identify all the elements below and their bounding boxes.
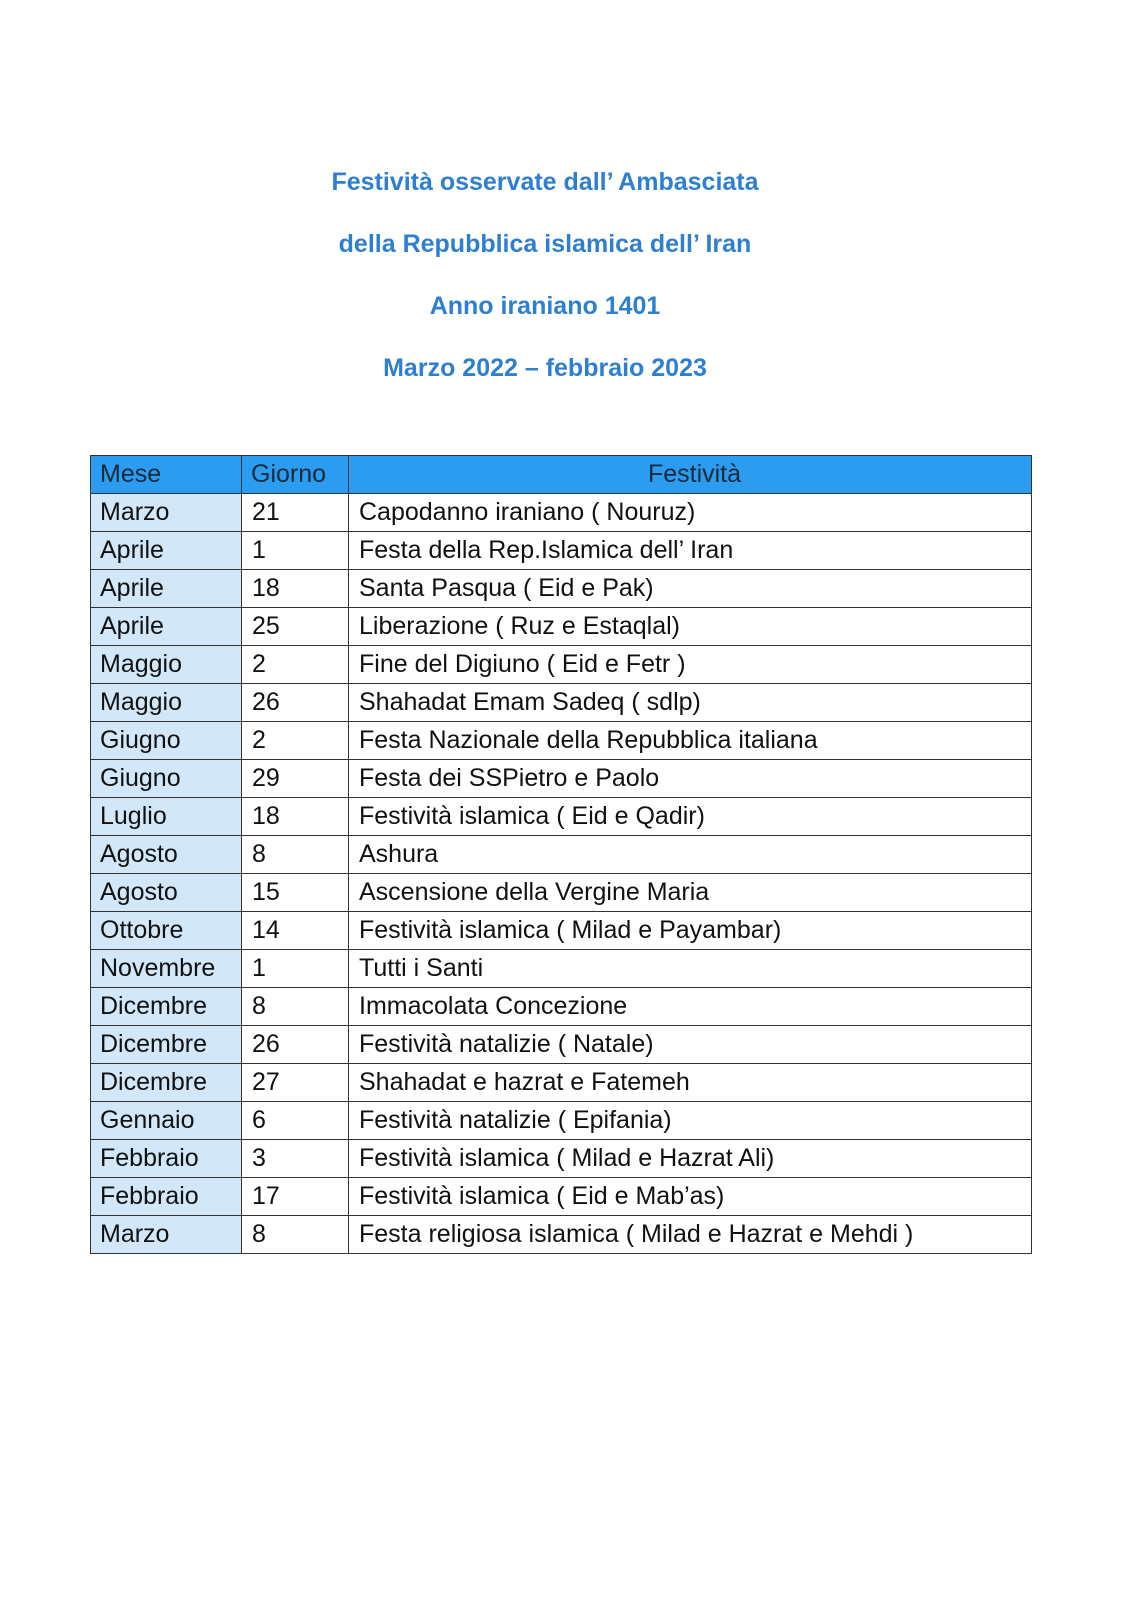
table-row [91,1102,1032,1140]
table-row [91,912,1032,950]
holiday-cell: Shahadat e hazrat e Fatemeh [349,1064,1032,1102]
header-festivita: Festività [349,456,1032,494]
day-cell: 1 [242,532,349,570]
holiday-cell: Immacolata Concezione [349,988,1032,1026]
holiday-cell: Festa dei SSPietro e Paolo [349,760,1032,798]
holiday-cell: Santa Pasqua ( Eid e Pak) [349,570,1032,608]
table-row [91,760,1032,798]
holiday-cell: Festività islamica ( Milad e Payambar) [349,912,1032,950]
month-cell: Dicembre [91,1026,242,1064]
holiday-cell: Festa Nazionale della Repubblica italiana [349,722,1032,760]
month-cell: Novembre [91,950,242,988]
day-cell: 15 [242,874,349,912]
day-cell: 27 [242,1064,349,1102]
day-cell: 2 [242,722,349,760]
month-cell: Agosto [91,874,242,912]
holiday-cell: Festività islamica ( Eid e Mab’as) [349,1178,1032,1216]
holiday-cell: Festa religiosa islamica ( Milad e Hazrat e Mehdi ) [349,1216,1032,1254]
table-row [91,798,1032,836]
day-cell: 25 [242,608,349,646]
month-cell: Aprile [91,608,242,646]
day-cell: 2 [242,646,349,684]
holiday-cell: Festività natalizie ( Epifania) [349,1102,1032,1140]
day-cell: 26 [242,684,349,722]
holiday-cell: Capodanno iraniano ( Nouruz) [349,494,1032,532]
holiday-cell: Ashura [349,836,1032,874]
day-cell: 18 [242,798,349,836]
day-cell: 8 [242,988,349,1026]
document-title [0,160,1090,408]
table-row [91,950,1032,988]
day-cell: 21 [242,494,349,532]
month-cell: Aprile [91,532,242,570]
table-row [91,684,1032,722]
table-row [91,722,1032,760]
month-cell: Ottobre [91,912,242,950]
day-cell: 3 [242,1140,349,1178]
month-cell: Febbraio [91,1178,242,1216]
day-cell: 8 [242,836,349,874]
day-cell: 18 [242,570,349,608]
table-row [91,1064,1032,1102]
month-cell: Giugno [91,760,242,798]
day-cell: 6 [242,1102,349,1140]
title-line-3: Anno iraniano 1401 [429,292,661,320]
month-cell: Dicembre [91,988,242,1026]
day-cell: 1 [242,950,349,988]
title-line-4: Marzo 2022 – febbraio 2023 [383,354,707,382]
header-mese: Mese [91,456,242,494]
day-cell: 26 [242,1026,349,1064]
holiday-cell: Fine del Digiuno ( Eid e Fetr ) [349,646,1032,684]
table-row [91,646,1032,684]
table-body [91,494,1032,1254]
month-cell: Agosto [91,836,242,874]
holiday-cell: Festività islamica ( Eid e Qadir) [349,798,1032,836]
month-cell: Aprile [91,570,242,608]
table-row [91,1026,1032,1064]
month-cell: Febbraio [91,1140,242,1178]
table-row [91,988,1032,1026]
holiday-cell: Ascensione della Vergine Maria [349,874,1032,912]
month-cell: Dicembre [91,1064,242,1102]
table-row [91,836,1032,874]
title-line-1: Festività osservate dall’ Ambasciata [331,168,759,196]
table-row [91,1216,1032,1254]
table-row [91,494,1032,532]
day-cell: 29 [242,760,349,798]
header-giorno: Giorno [242,456,349,494]
table-row [91,608,1032,646]
month-cell: Marzo [91,494,242,532]
table-row [91,1140,1032,1178]
day-cell: 14 [242,912,349,950]
month-cell: Maggio [91,646,242,684]
holiday-cell: Festività islamica ( Milad e Hazrat Ali) [349,1140,1032,1178]
holiday-cell: Tutti i Santi [349,950,1032,988]
table-row [91,570,1032,608]
holiday-cell: Festività natalizie ( Natale) [349,1026,1032,1064]
day-cell: 17 [242,1178,349,1216]
holiday-cell: Liberazione ( Ruz e Estaqlal) [349,608,1032,646]
title-line-2: della Repubblica islamica dell’ Iran [338,230,752,258]
day-cell: 8 [242,1216,349,1254]
month-cell: Giugno [91,722,242,760]
month-cell: Maggio [91,684,242,722]
month-cell: Luglio [91,798,242,836]
month-cell: Gennaio [91,1102,242,1140]
table-header-row [91,456,1032,494]
holidays-table [90,455,1032,1254]
table-row [91,1178,1032,1216]
holiday-cell: Shahadat Emam Sadeq ( sdlp) [349,684,1032,722]
table-row [91,874,1032,912]
table-row [91,532,1032,570]
month-cell: Marzo [91,1216,242,1254]
holiday-cell: Festa della Rep.Islamica dell’ Iran [349,532,1032,570]
